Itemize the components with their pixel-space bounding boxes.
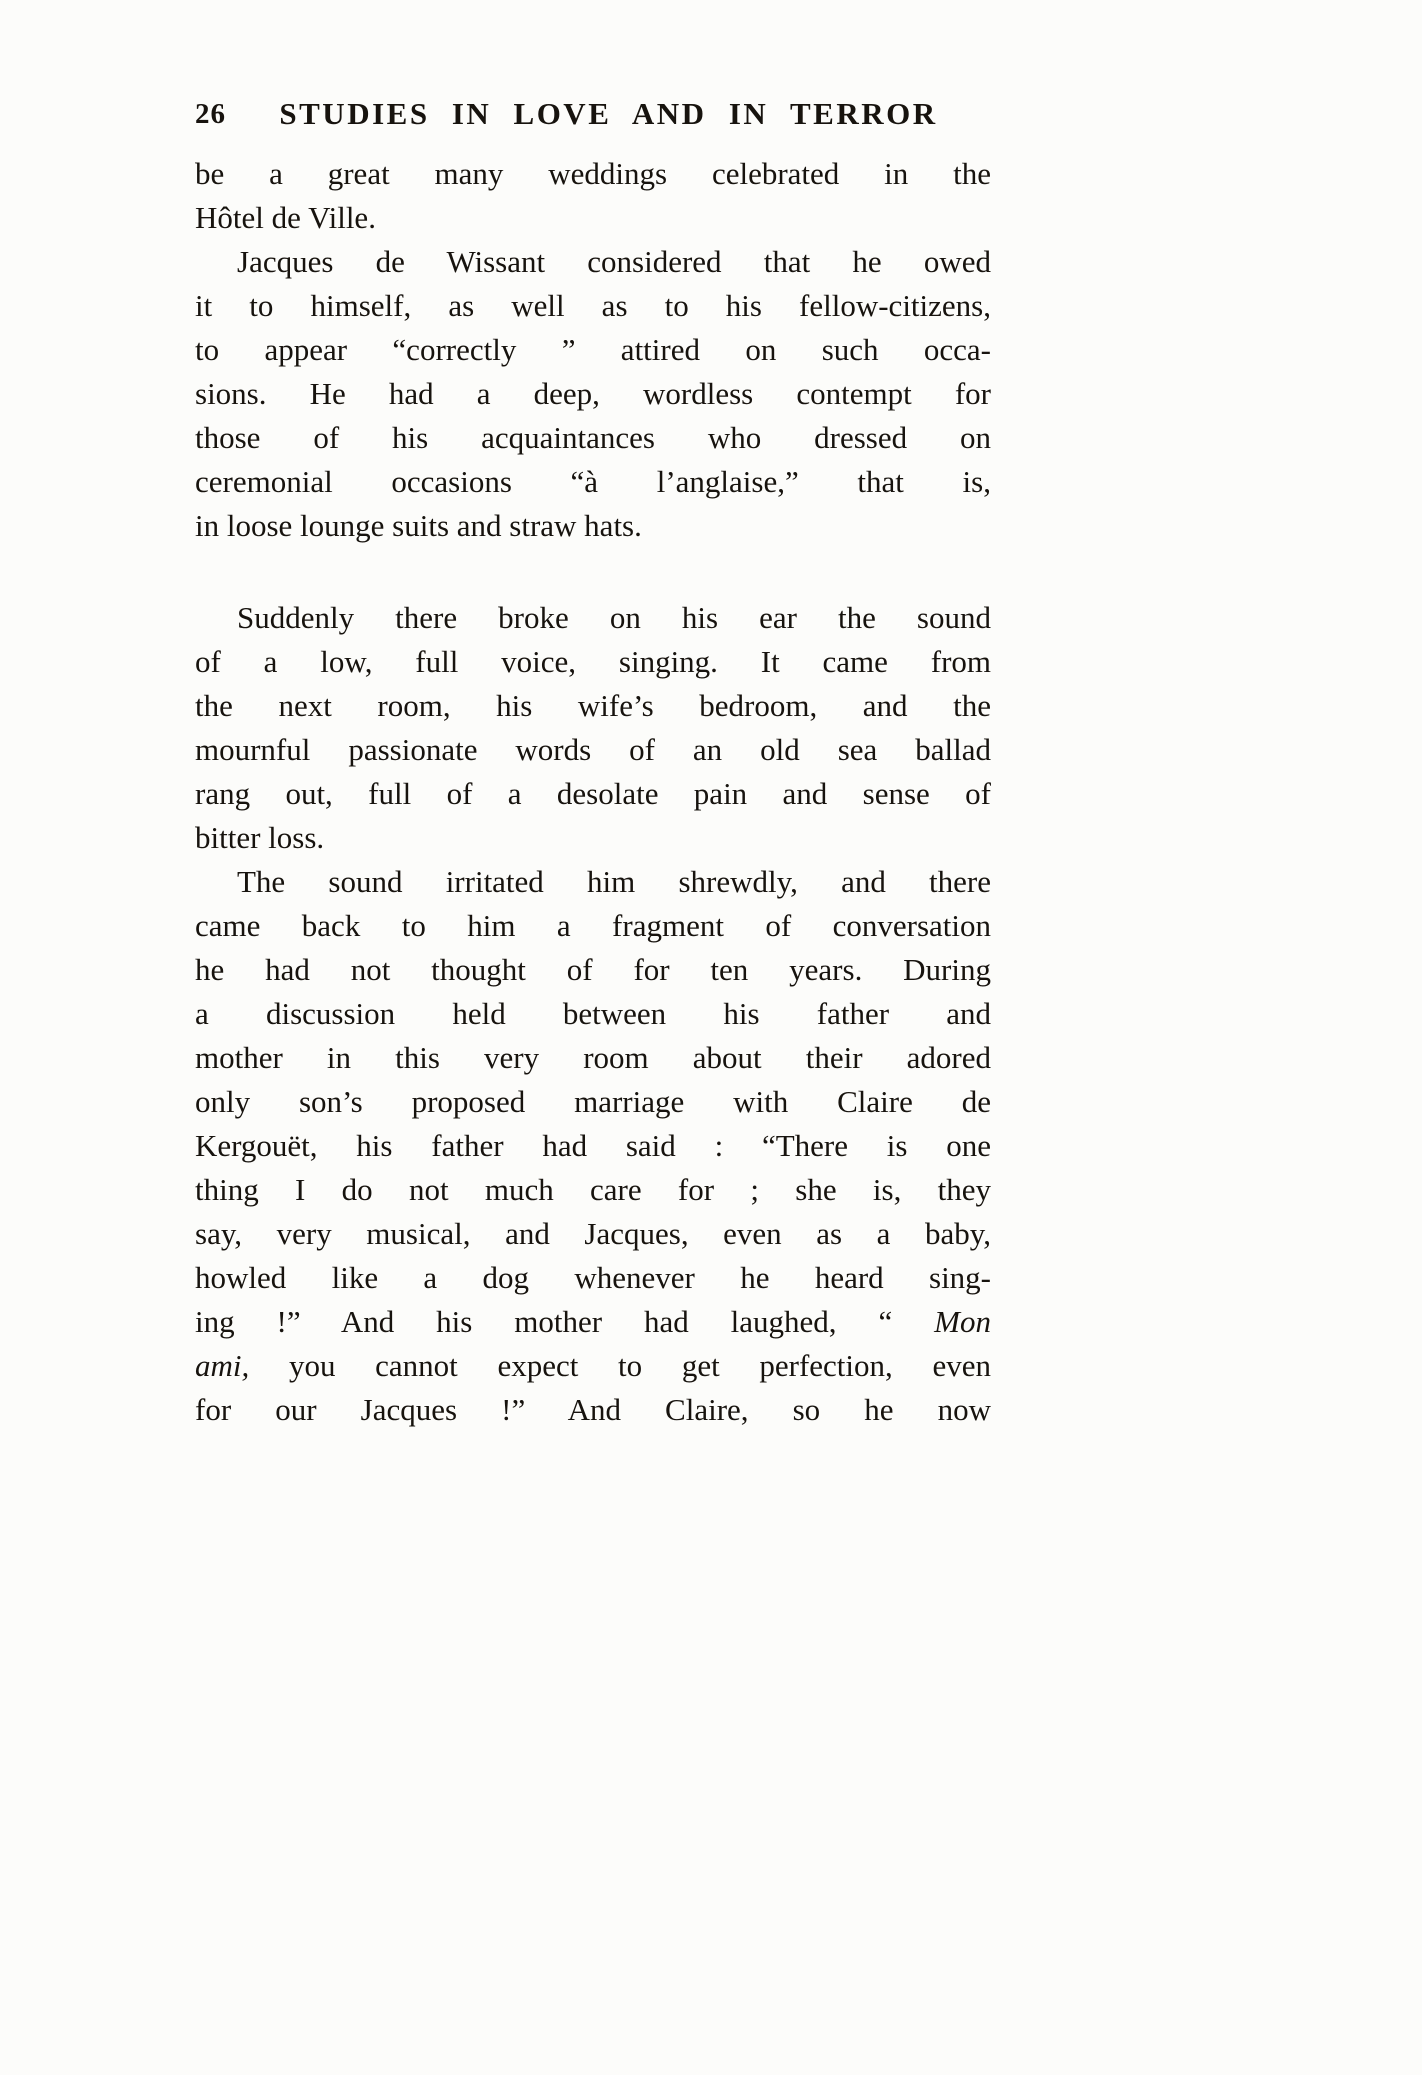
- page-content: [195, 94, 991, 1432]
- text-line: of a low, full voice, singing. It came from: [195, 644, 991, 679]
- text-line: those of his acquaintances who dressed on: [195, 420, 991, 455]
- text-line: in loose lounge suits and straw hats.: [195, 508, 642, 543]
- text-line: mournful passionate words of an old sea ballad: [195, 732, 991, 767]
- paragraph: [195, 596, 991, 860]
- running-title: STUDIES IN LOVE AND IN TERROR: [279, 96, 938, 131]
- page-header: [195, 94, 991, 134]
- italic-text: ami,: [195, 1348, 250, 1383]
- paragraph: [195, 152, 991, 240]
- text-line: for our Jacques !” And Claire, so he now: [195, 1392, 991, 1427]
- page-number: 26: [195, 98, 226, 130]
- text-line: to appear “correctly ” attired on such occa-: [195, 332, 991, 367]
- text-line: he had not thought of for ten years. During: [195, 952, 991, 987]
- text-line: the next room, his wife’s bedroom, and the: [195, 688, 991, 723]
- text-line: Suddenly there broke on his ear the sound: [237, 600, 991, 635]
- text-line: ing !” And his mother had laughed, “ Mon: [195, 1304, 991, 1339]
- text-line: Kergouët, his father had said : “There is one: [195, 1128, 991, 1163]
- text-line: rang out, full of a desolate pain and sense of: [195, 776, 991, 811]
- text-line: Jacques de Wissant considered that he owed: [237, 244, 991, 279]
- paragraph: [195, 240, 991, 548]
- text-line: only son’s proposed marriage with Claire de: [195, 1084, 991, 1119]
- text-line: mother in this very room about their adored: [195, 1040, 991, 1075]
- text-line: bitter loss.: [195, 820, 325, 855]
- text-line: came back to him a fragment of conversation: [195, 908, 991, 943]
- text-line: thing I do not much care for ; she is, they: [195, 1172, 991, 1207]
- text-line: sions. He had a deep, wordless contempt for: [195, 376, 991, 411]
- text-line: a discussion held between his father and: [195, 996, 991, 1031]
- paragraph: [195, 860, 991, 1432]
- italic-text: Mon: [934, 1304, 991, 1339]
- text-line: it to himself, as well as to his fellow-citizens,: [195, 288, 991, 323]
- text-line: be a great many weddings celebrated in the: [195, 156, 991, 191]
- text-line: say, very musical, and Jacques, even as a baby,: [195, 1216, 991, 1251]
- text-line: The sound irritated him shrewdly, and there: [237, 864, 991, 899]
- text-block: [195, 152, 991, 1432]
- text-line: ceremonial occasions “à l’anglaise,” that is,: [195, 464, 991, 499]
- text-line: ami, you cannot expect to get perfection, even: [195, 1348, 991, 1383]
- text-line: howled like a dog whenever he heard sing-: [195, 1260, 991, 1295]
- text-line: Hôtel de Ville.: [195, 200, 376, 235]
